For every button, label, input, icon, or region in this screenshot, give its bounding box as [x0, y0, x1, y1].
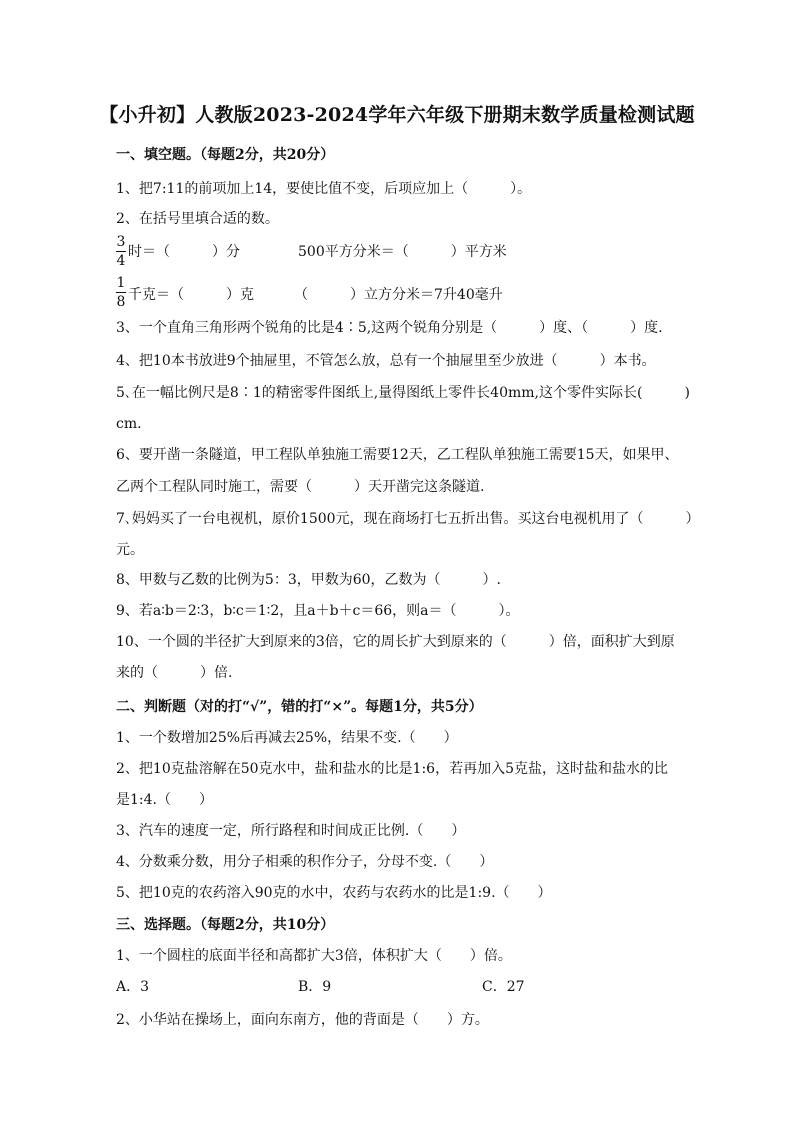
section-3-heading: 三、选择题。（每题2分，共10分）	[116, 917, 335, 933]
question-1-10-line-1: 10、一个圆的半径扩大到原来的3倍，它的周长扩大到原来的（ ）倍，面积扩大到原	[116, 634, 675, 650]
question-2-2-line-1: 2、把10克盐溶解在50克水中，盐和盐水的比是1:6，若再加入5克盐，这时盐和盐水的比	[116, 761, 668, 777]
question-1-2a: 时＝（ ）分	[128, 244, 240, 260]
question-2-4: 4、分数乘分数，用分子相乘的积作分子，分母不变.（ ）	[116, 854, 494, 870]
question-1-7-line-1: 7､妈妈买了一台电视机，原价1500元，现在商场打七五折出售。买这台电视机用了（ ）	[116, 511, 700, 527]
question-1-5-line-2: cm.	[116, 416, 142, 432]
question-1-10-line-2: 来的（ ）倍.	[116, 665, 233, 681]
question-1-6-line-1: 6、要开凿一条隧道，甲工程队单独施工需要12天，乙工程队单独施工需要15天，如果甲、	[116, 447, 679, 463]
question-2-2-line-2: 是1:4.（ ）	[116, 792, 213, 808]
question-1-1: 1、把7:11的前项加上14，要使比值不变，后项应加上（ ）。	[116, 181, 532, 197]
question-1-2d: （ ）立方分米＝7升40毫升	[294, 287, 503, 303]
fraction-denominator: 4	[116, 253, 126, 269]
question-3-2: 2、小华站在操场上，面向东南方，他的背面是（ ）方。	[116, 1012, 489, 1028]
choice-b: B．9	[298, 979, 332, 995]
question-1-2c: 千克＝（ ）克	[128, 287, 254, 303]
question-2-3: 3、汽车的速度一定，所行路程和时间成正比例.（ ）	[116, 823, 466, 839]
fraction-bar	[116, 292, 126, 293]
fraction-three-quarters	[116, 234, 126, 269]
question-2-1: 1、一个数增加25%后再减去25%，结果不变.（ ）	[116, 730, 458, 746]
question-1-5-line-1: 5､在一幅比例尺是8∶1的精密零件图纸上,量得图纸上零件长40mm,这个零件实际长( )	[116, 385, 690, 401]
question-1-3: 3、一个直角三角形两个锐角的比是4∶5,这两个锐角分别是（ ）度、（ ）度.	[116, 320, 663, 336]
question-2-5: 5、把10克的农药溶入90克的水中，农药与农药水的比是1:9.（ ）	[116, 885, 552, 901]
question-1-9: 9、若a∶b＝2∶3，b∶c＝1∶2，且a＋b＋c＝66，则a＝（ ）。	[116, 603, 520, 619]
question-1-7-line-2: 元。	[116, 542, 144, 558]
question-1-4: 4、把10本书放进9个抽屉里，不管怎么放，总有一个抽屉里至少放进（ ）本书。	[116, 353, 656, 369]
question-1-2b: 500平方分米＝（ ）平方米	[298, 244, 507, 260]
question-1-8: 8、甲数与乙数的比例为5：3，甲数为60，乙数为（ ）.	[116, 572, 501, 588]
question-1-2: 2、在括号里填合适的数。	[116, 211, 279, 227]
fraction-denominator: 8	[116, 294, 126, 310]
page-title: 【小升初】人教版2023-2024学年六年级下册期末数学质量检测试题	[99, 104, 695, 126]
section-2-heading: 二、判断题（对的打“√”，错的打“×”。每题1分，共5分）	[116, 699, 483, 715]
section-1-heading: 一、填空题。（每题2分，共20分）	[116, 147, 335, 163]
question-3-1: 1、一个圆柱的底面半径和高都扩大3倍，体积扩大（ ）倍。	[116, 948, 512, 964]
fraction-one-eighth	[116, 275, 126, 310]
choice-a: A．3	[116, 979, 150, 995]
choice-c: C．27	[482, 979, 525, 995]
question-1-6-line-2: 乙两个工程队同时施工，需要（ ）天开凿完这条隧道.	[116, 479, 485, 495]
fraction-numerator: 1	[116, 275, 126, 291]
fraction-numerator: 3	[116, 234, 126, 250]
fraction-bar	[116, 251, 126, 252]
